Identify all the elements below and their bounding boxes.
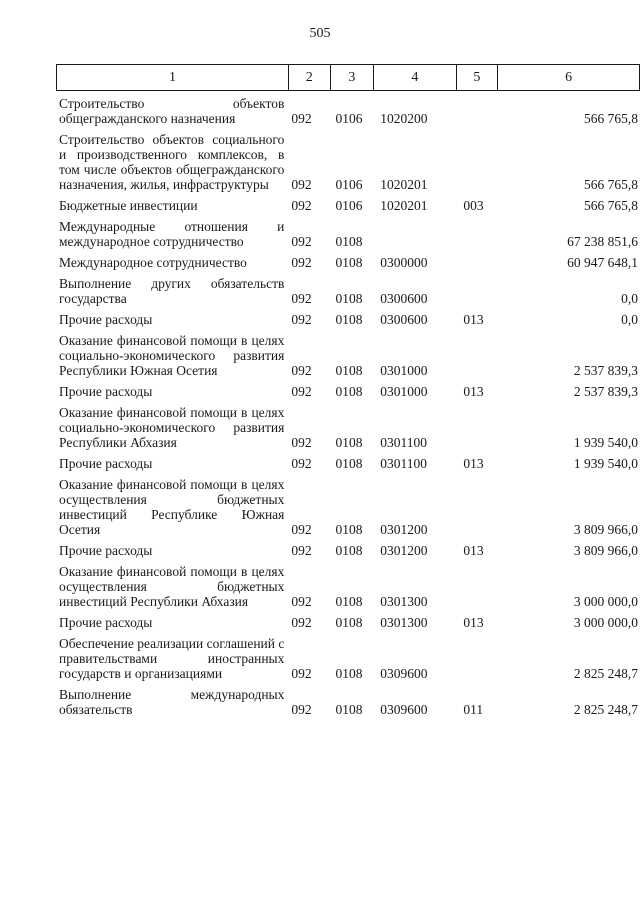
- row-amount: 2 537 839,3: [573, 384, 638, 399]
- row-section-code: 0108: [335, 543, 363, 558]
- row-amount: 566 765,8: [584, 111, 638, 126]
- row-ministry-code: 092: [291, 594, 312, 609]
- row-description: Бюджетные инвестиции: [59, 198, 198, 213]
- row-amount: 1 939 540,0: [573, 435, 638, 450]
- row-section-code: 0108: [335, 615, 363, 630]
- table-row: [56, 132, 640, 198]
- row-amount: 1 939 540,0: [573, 456, 638, 471]
- row-section-code: 0106: [335, 111, 363, 126]
- row-section-code: 0108: [335, 702, 363, 717]
- row-expense-type: [458, 255, 502, 276]
- row-amount: 2 825 248,7: [573, 702, 638, 717]
- budget-rows: [56, 96, 640, 723]
- row-amount: 0,0: [621, 291, 638, 306]
- row-target-code: 0300000: [380, 255, 428, 270]
- row-target-code: 0301300: [380, 594, 428, 609]
- row-description: Прочие расходы: [59, 312, 153, 327]
- row-description: Оказание финансовой помощи в целях социально-экономического развития Республики Южная Осетия: [59, 333, 285, 378]
- row-amount: 3 000 000,0: [573, 615, 638, 630]
- row-ministry-code: 092: [291, 177, 312, 192]
- row-expense-type: 013: [463, 312, 484, 327]
- table-row: [56, 312, 640, 333]
- row-ministry-code: 092: [291, 456, 312, 471]
- column-header-1: 1: [57, 65, 289, 91]
- column-header-4: 4: [374, 65, 456, 91]
- row-section-code: 0108: [335, 594, 363, 609]
- row-target-code: 0300600: [380, 312, 428, 327]
- budget-table-body: [56, 96, 640, 723]
- row-ministry-code: 092: [291, 435, 312, 450]
- row-description: Обеспечение реализации соглашений с правительствами иностранных государств и организациями: [59, 636, 285, 681]
- table-row: [56, 543, 640, 564]
- row-amount: 0,0: [621, 312, 638, 327]
- column-header-table: [56, 64, 640, 91]
- row-target-code: 0301300: [380, 615, 428, 630]
- row-ministry-code: 092: [291, 702, 312, 717]
- row-target-code: 1020201: [380, 177, 428, 192]
- row-description: Оказание финансовой помощи в целях социально-экономического развития Республики Абхазия: [59, 405, 285, 450]
- row-target-code: 0301000: [380, 384, 428, 399]
- table-row: [56, 333, 640, 384]
- column-header-row: [57, 65, 640, 91]
- row-target-code: 0301200: [380, 543, 428, 558]
- row-ministry-code: 092: [291, 111, 312, 126]
- row-description: Прочие расходы: [59, 615, 153, 630]
- row-amount: 566 765,8: [584, 177, 638, 192]
- row-expense-type: [458, 276, 502, 312]
- row-expense-type: 013: [463, 456, 484, 471]
- table-row: [56, 564, 640, 615]
- row-section-code: 0108: [335, 522, 363, 537]
- table-row: [56, 198, 640, 219]
- row-section-code: 0108: [335, 435, 363, 450]
- row-expense-type: 011: [463, 702, 484, 717]
- row-ministry-code: 092: [291, 384, 312, 399]
- row-amount: 3 809 966,0: [573, 522, 638, 537]
- row-target-code: 0309600: [380, 702, 428, 717]
- row-amount: 3 000 000,0: [573, 594, 638, 609]
- row-expense-type: 003: [463, 198, 484, 213]
- row-target-code: 0300600: [380, 291, 428, 306]
- row-amount: 566 765,8: [584, 198, 638, 213]
- row-expense-type: [458, 405, 502, 456]
- row-ministry-code: 092: [291, 198, 312, 213]
- page-number: 505: [309, 26, 331, 41]
- row-section-code: 0108: [335, 666, 363, 681]
- table-row: [56, 96, 640, 132]
- row-target-code: 0301200: [380, 522, 428, 537]
- row-expense-type: 013: [463, 384, 484, 399]
- table-row: [56, 276, 640, 312]
- row-amount: 2 825 248,7: [573, 666, 638, 681]
- row-section-code: 0108: [335, 291, 363, 306]
- row-expense-type: [458, 333, 502, 384]
- row-ministry-code: 092: [291, 255, 312, 270]
- row-ministry-code: 092: [291, 522, 312, 537]
- row-expense-type: [458, 219, 502, 255]
- row-section-code: 0108: [335, 234, 363, 249]
- row-target-code: 0301100: [380, 456, 427, 471]
- row-description: Оказание финансовой помощи в целях осуществления бюджетных инвестиций Республике Южная Осетия: [59, 477, 285, 537]
- row-description: Выполнение международных обязательств: [59, 687, 285, 717]
- row-target-code: [376, 219, 458, 255]
- row-target-code: 0301000: [380, 363, 428, 378]
- row-expense-type: [458, 96, 502, 132]
- row-amount: 67 238 851,6: [567, 234, 638, 249]
- row-ministry-code: 092: [291, 312, 312, 327]
- column-header-5: 5: [456, 65, 498, 91]
- row-section-code: 0108: [335, 255, 363, 270]
- row-target-code: 0301100: [380, 435, 427, 450]
- row-amount: 3 809 966,0: [573, 543, 638, 558]
- row-target-code: 1020200: [380, 111, 428, 126]
- row-section-code: 0106: [335, 198, 363, 213]
- row-description: Международные отношения и международное сотрудничество: [59, 219, 285, 249]
- row-target-code: 0309600: [380, 666, 428, 681]
- column-header-6: 6: [498, 65, 640, 91]
- row-description: Строительство объектов общегражданского назначения: [59, 96, 285, 126]
- table-row: [56, 477, 640, 543]
- table-row: [56, 405, 640, 456]
- row-description: Прочие расходы: [59, 384, 153, 399]
- table-row: [56, 456, 640, 477]
- row-expense-type: 013: [463, 615, 484, 630]
- row-section-code: 0108: [335, 363, 363, 378]
- row-description: Прочие расходы: [59, 543, 153, 558]
- row-description: Строительство объектов социального и производственного комплексов, в том числе объектов общегражданского назначения, жилья, инфраструктуры: [59, 132, 285, 192]
- row-section-code: 0108: [335, 456, 363, 471]
- table-row: [56, 255, 640, 276]
- row-expense-type: [458, 636, 502, 687]
- row-section-code: 0106: [335, 177, 363, 192]
- row-description: Выполнение других обязательств государства: [59, 276, 285, 306]
- row-ministry-code: 092: [291, 234, 312, 249]
- row-expense-type: [458, 132, 502, 198]
- row-ministry-code: 092: [291, 543, 312, 558]
- row-target-code: 1020201: [380, 198, 428, 213]
- row-amount: 60 947 648,1: [567, 255, 638, 270]
- table-row: [56, 687, 640, 723]
- table-row: [56, 384, 640, 405]
- row-description: Прочие расходы: [59, 456, 153, 471]
- table-row: [56, 615, 640, 636]
- column-header-3: 3: [330, 65, 374, 91]
- row-amount: 2 537 839,3: [573, 363, 638, 378]
- row-section-code: 0108: [335, 312, 363, 327]
- table-row: [56, 219, 640, 255]
- row-description: Оказание финансовой помощи в целях осуществления бюджетных инвестиций Республики Абхазия: [59, 564, 285, 609]
- row-ministry-code: 092: [291, 666, 312, 681]
- row-ministry-code: 092: [291, 363, 312, 378]
- row-ministry-code: 092: [291, 291, 312, 306]
- table-row: [56, 636, 640, 687]
- row-expense-type: [458, 477, 502, 543]
- row-expense-type: [458, 564, 502, 615]
- row-ministry-code: 092: [291, 615, 312, 630]
- row-description: Международное сотрудничество: [59, 255, 247, 270]
- column-header-2: 2: [288, 65, 330, 91]
- row-section-code: 0108: [335, 384, 363, 399]
- row-expense-type: 013: [463, 543, 484, 558]
